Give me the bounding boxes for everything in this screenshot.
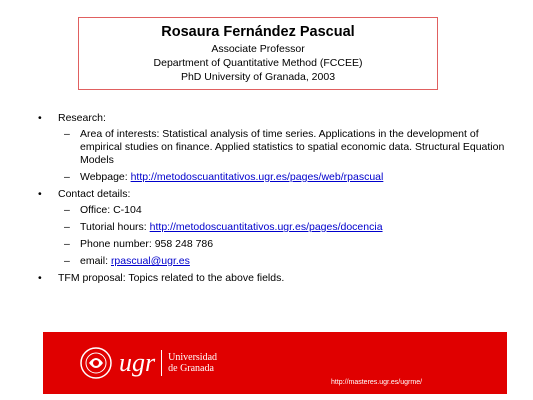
department: Department of Quantitative Method (FCCEE) xyxy=(153,57,363,69)
tutorial-link[interactable]: http://metodoscuantitativos.ugr.es/pages/docencia xyxy=(149,221,383,233)
bullet-icon: • xyxy=(38,112,42,124)
email-link[interactable]: rpascual@ugr.es xyxy=(110,255,190,267)
person-title: Associate Professor xyxy=(211,43,305,55)
webpage-label: Webpage: xyxy=(80,171,131,183)
bullet-phone xyxy=(38,238,508,251)
dash-icon: – xyxy=(64,128,70,140)
webpage-link[interactable]: http://metodoscuantitativos.ugr.es/pages/web/rpascual xyxy=(130,171,384,183)
bullet-list xyxy=(38,112,508,288)
footer-banner xyxy=(43,332,507,394)
tfm-text: TFM proposal: Topics related to the above fields. xyxy=(58,272,285,284)
email-label: email: xyxy=(80,255,111,267)
dash-icon: – xyxy=(64,204,70,216)
dash-icon: – xyxy=(64,255,70,267)
university-name xyxy=(168,352,217,374)
bullet-area xyxy=(38,128,508,167)
area-text: Area of interests: Statistical analysis of time series. Applications in the development of empirical studies on finance. Applied statistics to spatial economic data. Structural Equation Models xyxy=(80,128,505,166)
university-seal-icon xyxy=(79,346,113,380)
research-label: Research: xyxy=(58,112,106,124)
bullet-tutorial xyxy=(38,221,508,234)
phd-info: PhD University of Granada, 2003 xyxy=(180,71,336,83)
bullet-tfm xyxy=(38,272,508,285)
ugr-logo xyxy=(79,346,217,380)
phone-text: Phone number: 958 248 786 xyxy=(80,238,214,250)
dash-icon: – xyxy=(64,171,70,183)
ugr-wordmark: ugr xyxy=(119,348,156,377)
bullet-icon: • xyxy=(38,188,42,200)
bullet-email xyxy=(38,255,508,268)
person-name: Rosaura Fernández Pascual xyxy=(161,24,355,40)
office-text: Office: C-104 xyxy=(80,204,142,216)
university-line1: Universidad xyxy=(168,352,218,363)
header-box xyxy=(78,17,438,90)
dash-icon: – xyxy=(64,221,70,233)
tutorial-label: Tutorial hours: xyxy=(80,221,150,233)
footer-url[interactable]: http://masteres.ugr.es/ugrme/ xyxy=(331,379,423,386)
bullet-icon: • xyxy=(38,272,42,284)
bullet-research xyxy=(38,112,508,125)
university-line2: de Granada xyxy=(168,363,214,374)
dash-icon: – xyxy=(64,238,70,250)
bullet-office xyxy=(38,204,508,217)
bullet-webpage xyxy=(38,171,508,184)
logo-divider xyxy=(161,350,162,376)
bullet-contact xyxy=(38,188,508,201)
contact-label: Contact details: xyxy=(58,188,131,200)
